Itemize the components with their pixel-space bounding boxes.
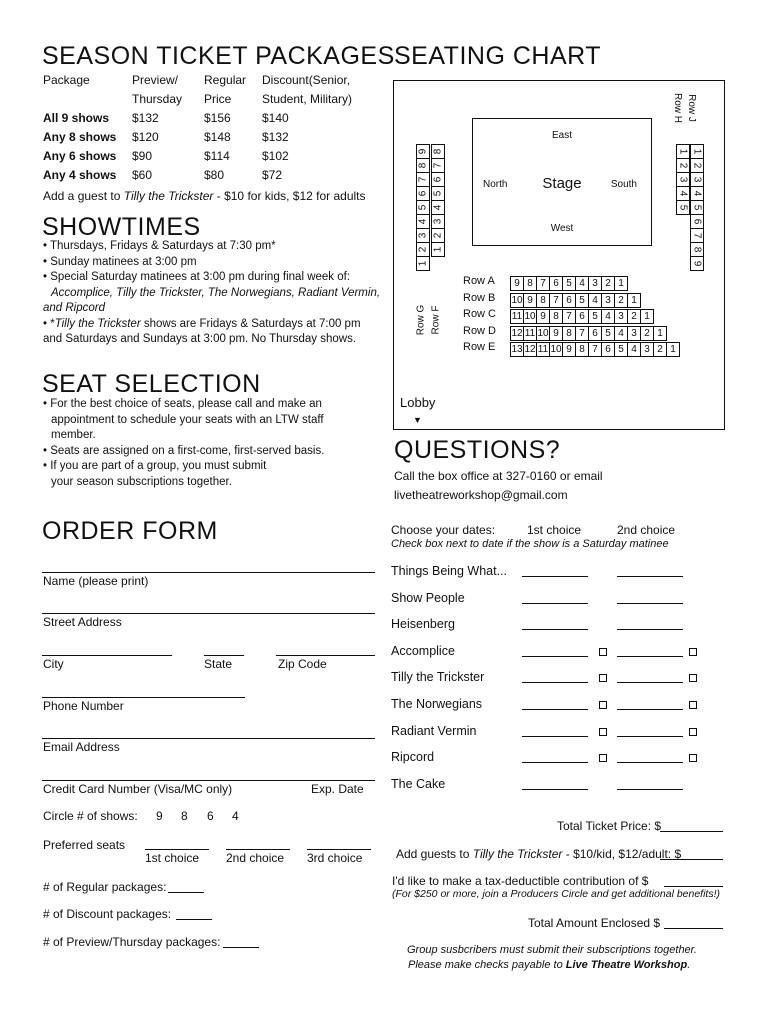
first-choice-date-field[interactable]: [522, 656, 588, 657]
email-label: Email Address: [43, 740, 120, 754]
seat: 5: [601, 326, 615, 341]
regular-price: $80: [204, 168, 225, 182]
stage: [472, 118, 652, 246]
questions-phone: Call the box office at 327-0160 or email: [394, 469, 603, 483]
seat: 5: [431, 186, 445, 201]
header-preview: Preview/: [132, 73, 179, 87]
order-form-title: ORDER FORM: [42, 517, 218, 545]
city-label: City: [43, 657, 64, 671]
lobby-label: Lobby: [400, 395, 436, 410]
total-ticket-field[interactable]: [660, 831, 723, 832]
seat: 4: [614, 326, 628, 341]
regular-price: $148: [204, 130, 231, 144]
second-choice-date-field[interactable]: [617, 576, 683, 577]
second-choice-date-field[interactable]: [617, 656, 683, 657]
showtime-line: Accomplice, Tilly the Trickster, The Norwegians, Radiant Vermin,: [51, 286, 381, 299]
seat: 6: [588, 326, 602, 341]
showtime-line: • *Tilly the Trickster shows are Fridays & Saturdays at 7:00 pm: [43, 317, 361, 330]
first-choice-label: 1st choice: [145, 851, 200, 865]
discount-price: $102: [262, 149, 289, 163]
matinee-checkbox[interactable]: [689, 674, 697, 682]
header-discount: Discount(Senior,: [262, 73, 351, 87]
row-g-seats: [416, 145, 430, 271]
discount-packages-label: # of Discount packages:: [43, 907, 172, 921]
seat: 5: [614, 342, 628, 357]
seat: 5: [690, 200, 704, 215]
seat: 13: [511, 344, 523, 355]
row-j-label: Row J: [685, 94, 697, 122]
stage-north-label: North: [483, 179, 508, 190]
matinee-checkbox[interactable]: [599, 701, 607, 709]
seat: 7: [690, 228, 704, 243]
matinee-checkbox[interactable]: [689, 648, 697, 656]
showtime-line: • Special Saturday matinees at 3:00 pm during final week of:: [43, 271, 351, 283]
seat: 4: [690, 186, 704, 201]
seat-row: [511, 309, 654, 324]
header-regular: Regular: [204, 73, 247, 87]
seat: 3: [614, 309, 628, 324]
row-label: Row D: [463, 324, 497, 337]
questions-email: livetheatreworkshop@gmail.com: [394, 488, 568, 502]
seat: 1: [614, 276, 628, 291]
circle-option-9[interactable]: 9: [156, 809, 163, 823]
first-choice-date-field[interactable]: [522, 789, 588, 790]
preferred-seats-label: Preferred seats: [43, 838, 126, 852]
row-f-label: Row F: [430, 305, 442, 335]
seat: 6: [601, 342, 615, 357]
seat: 9: [690, 256, 704, 271]
first-choice-date-field[interactable]: [522, 682, 588, 683]
package-name: Any 6 shows: [43, 149, 117, 163]
discount-packages-field[interactable]: [176, 919, 212, 920]
seat: 4: [588, 293, 602, 308]
show-name: Things Being What...: [391, 564, 508, 578]
package-table: [43, 73, 352, 187]
seat-selection-list: [43, 397, 324, 490]
circle-shows-label: Circle # of shows:: [43, 809, 138, 823]
seat-row: [511, 342, 680, 357]
regular-price: $114: [204, 149, 230, 163]
lobby-arrow-icon: ▼: [413, 415, 422, 425]
dates-first-choice-label: 1st choice: [527, 523, 582, 537]
matinee-checkbox[interactable]: [599, 674, 607, 682]
seat: 5: [588, 309, 602, 324]
add-guests-label: Add guests to Tilly the Trickster - $10/kid, $12/adult: $: [396, 847, 682, 861]
season-title: SEASON TICKET PACKAGES: [42, 42, 395, 70]
seat-selection-line: • Seats are assigned on a first-come, first-served basis.: [43, 444, 325, 457]
first-choice-date-field[interactable]: [522, 709, 588, 710]
preview-price: $120: [132, 130, 159, 144]
discount-price: $140: [262, 111, 289, 125]
seat: 9: [536, 309, 550, 324]
questions-title: QUESTIONS?: [394, 436, 561, 464]
seat: 2: [601, 276, 615, 291]
seat: 10: [524, 311, 536, 322]
row-j-seats: [690, 145, 704, 271]
seat: 1: [640, 309, 654, 324]
seat: 2: [431, 228, 445, 243]
seat: 7: [536, 276, 550, 291]
seat: 11: [537, 344, 549, 355]
seat-row: [511, 326, 667, 341]
seat: 12: [524, 344, 536, 355]
matinee-checkbox[interactable]: [689, 701, 697, 709]
stage-south-label: South: [610, 179, 637, 190]
third-choice-label: 3rd choice: [307, 851, 363, 865]
seat: 8: [690, 242, 704, 257]
seat: 7: [416, 172, 430, 187]
circle-option-8[interactable]: 8: [181, 809, 188, 823]
name-label: Name (please print): [43, 574, 149, 588]
show-name: Radiant Vermin: [391, 723, 477, 738]
seat: 1: [690, 144, 704, 159]
dates-note: Check box next to date if the show is a Saturday matinee: [391, 538, 669, 550]
second-choice-label: 2nd choice: [226, 851, 285, 865]
seat: 4: [627, 342, 641, 357]
seat: 10: [537, 327, 549, 339]
matinee-checkbox[interactable]: [599, 648, 607, 656]
seat: 1: [676, 144, 690, 159]
row-label: Row B: [463, 291, 496, 304]
discount-price: $72: [262, 168, 283, 182]
regular-price: $156: [204, 111, 231, 125]
seat: 8: [575, 342, 589, 357]
seat: 5: [416, 200, 430, 215]
row-label: Row A: [463, 275, 495, 287]
seat: 6: [431, 172, 445, 187]
seat: 5: [676, 200, 690, 215]
package-name: Any 4 shows: [43, 168, 117, 182]
show-name: The Norwegians: [391, 697, 483, 711]
header-preview-2: Thursday: [132, 92, 183, 106]
matinee-checkbox[interactable]: [599, 754, 607, 762]
seat: 8: [523, 276, 537, 291]
package-name: All 9 shows: [43, 111, 110, 125]
choose-dates-label: Choose your dates:: [391, 523, 496, 537]
preview-price: $90: [132, 149, 153, 163]
total-ticket-label: Total Ticket Price: $: [557, 819, 662, 833]
showtime-line: and Saturdays and Sundays at 3:00 pm. No Thursday shows.: [43, 333, 357, 345]
seat: 6: [549, 276, 563, 291]
seat: 1: [653, 326, 667, 341]
seat: 3: [416, 228, 430, 243]
credit-card-label: Credit Card Number (Visa/MC only): [43, 782, 233, 796]
seat: 4: [431, 200, 445, 215]
zip-label: Zip Code: [278, 657, 327, 671]
seat: 7: [431, 158, 445, 173]
exp-date-label: Exp. Date: [311, 782, 364, 796]
header-package-2: [43, 92, 132, 111]
seat: 9: [549, 326, 563, 341]
seat: 1: [431, 242, 445, 257]
seat: 3: [431, 214, 445, 229]
showtime-line: • Thursdays, Fridays & Saturdays at 7:30 pm*: [43, 240, 276, 252]
seat: 2: [640, 326, 654, 341]
seat: 8: [416, 158, 430, 173]
seat: 2: [653, 342, 667, 357]
table-row: [43, 130, 352, 149]
seat-row: [511, 293, 641, 308]
seat: 8: [562, 326, 576, 341]
seat: 11: [524, 327, 536, 339]
seat: 10: [511, 294, 523, 306]
header-discount-2: Student, Military): [262, 92, 353, 106]
header-regular-2: Price: [204, 92, 232, 106]
seat: 2: [614, 293, 628, 308]
seat: 7: [588, 342, 602, 357]
row-h-seats: [676, 145, 690, 215]
seat: 1: [666, 342, 680, 357]
seat: 6: [416, 186, 430, 201]
seat: 3: [676, 172, 690, 187]
circle-option-4[interactable]: 4: [232, 809, 239, 823]
second-choice-date-field[interactable]: [617, 736, 683, 737]
seat: 4: [575, 276, 589, 291]
preview-price: $132: [132, 111, 159, 125]
seat-selection-line: • If you are part of a group, you must submit: [43, 460, 267, 472]
seat: 8: [536, 293, 550, 308]
table-row: [43, 149, 352, 168]
seat-selection-line: • For the best choice of seats, please call and make an: [43, 398, 322, 410]
second-choice-date-field[interactable]: [617, 603, 683, 604]
seat: 2: [416, 242, 430, 257]
show-name: Show People: [391, 590, 465, 605]
preview-price: $60: [132, 168, 153, 182]
stage-west-label: West: [550, 223, 574, 234]
footer-group-note: Group susbcribers must submit their subscriptions together.: [407, 944, 697, 956]
stage-east-label: East: [551, 130, 572, 141]
discount-price: $132: [262, 130, 289, 144]
first-choice-date-field[interactable]: [522, 736, 588, 737]
seat: 6: [690, 214, 704, 229]
seat: 4: [676, 186, 690, 201]
seat: 3: [588, 276, 602, 291]
footer-payable-note: Please make checks payable to Live Theatre Workshop.: [408, 959, 691, 971]
seat: 5: [562, 276, 576, 291]
seat: 7: [562, 309, 576, 324]
second-choice-date-field[interactable]: [617, 709, 683, 710]
stage-label: Stage: [542, 175, 582, 192]
seat: 9: [510, 276, 524, 291]
first-choice-date-field[interactable]: [522, 629, 588, 630]
seat: 2: [690, 158, 704, 173]
showtime-line: • Sunday matinees at 3:00 pm: [43, 255, 197, 268]
seat: 4: [601, 309, 615, 324]
seat: 9: [562, 342, 576, 357]
seat: 4: [416, 214, 430, 229]
total-enclosed-field[interactable]: [664, 928, 723, 929]
show-name: Tilly the Trickster: [391, 670, 485, 685]
second-choice-date-field[interactable]: [617, 682, 683, 683]
row-label: Row C: [463, 308, 497, 320]
seat: 11: [511, 311, 523, 322]
seat: 7: [575, 326, 589, 341]
show-name: The Cake: [391, 776, 446, 791]
second-choice-date-field[interactable]: [617, 629, 683, 630]
showtime-line: and Ripcord: [43, 302, 106, 314]
seat: 2: [627, 309, 641, 324]
phone-label: Phone Number: [43, 699, 124, 713]
add-guests-field[interactable]: [660, 859, 723, 860]
preview-packages-label: # of Preview/Thursday packages:: [43, 935, 221, 949]
row-label: Row E: [463, 341, 496, 353]
first-choice-date-field[interactable]: [522, 603, 588, 604]
first-choice-date-field[interactable]: [522, 576, 588, 577]
seat: 9: [416, 144, 430, 159]
seat: 3: [601, 293, 615, 308]
matinee-checkbox[interactable]: [689, 754, 697, 762]
row-h-label: Row H: [672, 92, 684, 124]
row-g-label: Row G: [415, 304, 427, 336]
state-label: State: [204, 657, 233, 671]
matinee-checkbox[interactable]: [689, 728, 697, 736]
street-label: Street Address: [43, 615, 122, 629]
seat: 5: [575, 293, 589, 308]
showtimes-list: [43, 239, 380, 348]
first-choice-date-field[interactable]: [522, 762, 588, 763]
seat: 1: [416, 256, 430, 271]
seat-selection-line: appointment to schedule your seats with an LTW staff: [51, 413, 324, 426]
seat-row: [511, 276, 628, 291]
seat: 6: [562, 293, 576, 308]
package-name: Any 8 shows: [43, 130, 117, 144]
seat: 12: [511, 327, 523, 339]
seating-chart: [393, 80, 725, 430]
seat-selection-line: your season subscriptions together.: [51, 475, 232, 488]
showtimes-title: SHOWTIMES: [42, 213, 201, 241]
seat: 3: [640, 342, 654, 357]
seat: 8: [549, 309, 563, 324]
seat: 7: [549, 293, 563, 308]
regular-packages-label: # of Regular packages:: [43, 880, 167, 894]
guest-note: Add a guest to Tilly the Trickster - $10 for kids, $12 for adults: [43, 189, 366, 203]
seat: 2: [676, 158, 690, 173]
seat: 1: [627, 293, 641, 308]
second-choice-date-field[interactable]: [617, 789, 683, 790]
seat: 9: [523, 293, 537, 308]
table-row: [43, 111, 352, 130]
show-name: Heisenberg: [391, 617, 455, 632]
show-name: Ripcord: [391, 750, 435, 765]
seat: 8: [431, 144, 445, 159]
row-f-seats: [431, 145, 445, 257]
header-package: Package: [43, 73, 90, 87]
second-choice-date-field[interactable]: [617, 762, 683, 763]
seat-selection-title: SEAT SELECTION: [42, 370, 261, 398]
seating-chart-title: SEATING CHART: [394, 42, 601, 70]
seat: 3: [690, 172, 704, 187]
seat: 10: [550, 344, 562, 355]
preview-packages-field[interactable]: [223, 947, 259, 948]
total-enclosed-label: Total Amount Enclosed $: [528, 916, 661, 930]
donation-note: (For $250 or more, join a Producers Circle and get additional benefits!): [392, 888, 721, 900]
matinee-checkbox[interactable]: [599, 728, 607, 736]
table-row: [43, 168, 352, 187]
seat: 3: [627, 326, 641, 341]
regular-packages-field[interactable]: [168, 892, 204, 893]
donation-label: I'd like to make a tax-deductible contribution of $: [392, 874, 649, 888]
seat: 6: [575, 309, 589, 324]
circle-option-6[interactable]: 6: [207, 809, 214, 823]
show-name: Accomplice: [391, 643, 455, 658]
seat-selection-line: member.: [51, 429, 96, 441]
dates-second-choice-label: 2nd choice: [617, 523, 676, 537]
